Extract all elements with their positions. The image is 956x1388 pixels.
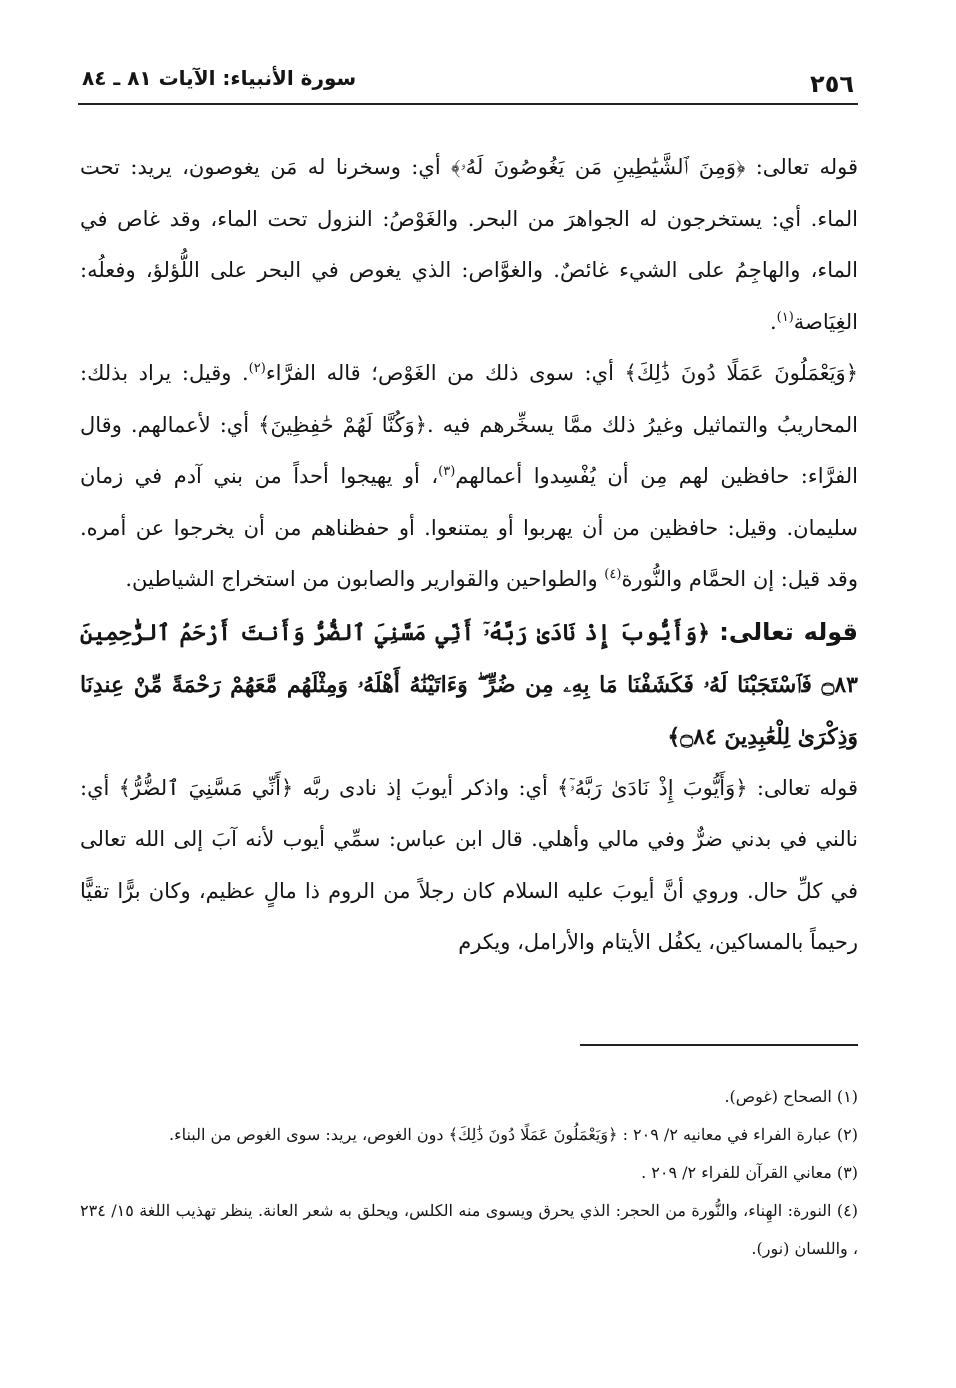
footnote-3: (٣) معاني القرآن للفراء ٢/ ٢٠٩ . <box>641 1163 858 1182</box>
paragraph-text: ، أو يهيجوا أحداً من بني آدم في زمان سليمان. وقيل: حافظين من أن يهربوا أو يمتنعوا. أو حفظناهم من أن يخرجوا عن أمره. وقد قيل: إن الحمَّام والنُّورة <box>80 464 858 591</box>
footnote-1: (١) الصحاح (غوص). <box>724 1087 858 1106</box>
running-title: سورة الأنبياء: الآيات ٨١ ـ ٨٤ <box>82 66 357 90</box>
paragraph-divers <box>80 142 858 348</box>
footnote-2: (٢) عبارة الفراء في معانيه ٢/ ٢٠٩ : ﴿وَيَعْمَلُونَ عَمَلًا دُونَ ذَٰلِكَ﴾ دون الغوص، يريد: سوى الغوص من البناء. <box>168 1125 858 1144</box>
footnote-ref: (٣) <box>438 464 456 479</box>
paragraph-text: ﴿وَيَعْمَلُونَ عَمَلًا دُونَ ذَٰلِكَ﴾ أي: سوى ذلك من الغَوْص؛ قاله الفرَّاء <box>265 361 859 385</box>
footnote-ref: (٢) <box>248 361 266 376</box>
footnote-ref: (١) <box>776 309 794 325</box>
main-text <box>80 142 858 969</box>
quran-verse-block <box>80 606 858 763</box>
footnote-ref: (٤) <box>604 567 622 582</box>
verse-text: ﴿وَأَيُّوبَ إِذْ نَادَىٰ رَبَّهُۥٓ أَنِّي مَسَّنِيَ ٱلضُّرُّ وَأَنتَ أَرْحَمُ ٱلرَّٰحِمِينَ ۝٨٣ فَٱسْتَجَبْنَا لَهُۥ فَكَشَفْنَا مَا بِهِۦ مِن ضُرٍّ ۖ وَءَاتَيْنَٰهُ أَهْلَهُۥ وَمِثْلَهُم مَّعَهُمْ رَحْمَةً مِّنْ عِندِنَا وَذِكْرَىٰ لِلْعَٰبِدِينَ ۝٨٤﴾ <box>80 619 858 750</box>
footnotes <box>80 1078 858 1268</box>
paragraph-ayyub <box>80 763 858 969</box>
paragraph-text: . <box>769 309 777 334</box>
paragraph-other-work <box>80 348 858 606</box>
paragraph-text: قوله تعالى: ﴿وَأَيُّوبَ إِذْ نَادَىٰ رَبَّهُۥٓ﴾ أي: واذكر أيوبَ إذ نادى ربَّه ﴿أَنِّي مَسَّنِيَ ٱلضُّرُّ﴾ أي: نالني في بدني ضرٌّ وفي مالي وأهلي. قال ابن عباس: سمِّي أيوب لأنه آبَ إلى الله تعالى في كلِّ حال. وروي أنَّ أيوبَ عليه السلام كان رجلاً من الروم ذا مالٍ عظيم، وكان برًّا تقيًّا رحيماً بالمساكين، يكفُل الأيتام والأرامل، ويكرم <box>80 775 858 954</box>
paragraph-text: قوله تعالى: ﴿وَمِنَ ٱلشَّيَٰطِينِ مَن يَغُوصُونَ لَهُۥ﴾ أي: وسخرنا له مَن يغوصون، يريد: تحت الماء. أي: يستخرجون له الجواهرَ من البحر. والغَوْصُ: النزول تحت الماء، وقد غاص في الماء، والهاجِمُ على الشيء غائصٌ. والغوَّاص: الذي يغوص في البحر على اللُّؤلؤ، وفعلُه: الغِيَاصة <box>80 155 858 334</box>
footnote-divider <box>580 1044 858 1046</box>
verse-lead: قوله تعالى: <box>719 617 859 646</box>
paragraph-text: . وقيل: يراد بذلك: المحاريبُ والتماثيل وغيرُ ذلك ممَّا يسخِّرهم فيه .﴿وَكُنَّا لَهُمْ حَٰفِظِينَ﴾ أي: لأعمالهم. وقال الفرَّاء: حافظين لهم مِن أن يُفْسِدوا أعمالهم <box>80 361 858 488</box>
header-divider <box>78 103 858 105</box>
page-number: ٢٥٦ <box>810 70 854 98</box>
footnote-4: (٤) النورة: الهِناء، والنُّورة من الحجر: الذي يحرق ويسوى منه الكلس، ويحلق به شعر العانة. ينظر تهذيب اللغة ١٥/ ٢٣٤ ، واللسان (نور). <box>80 1201 859 1258</box>
page-header <box>78 52 858 104</box>
paragraph-text: والطواحين والقوارير والصابون من استخراج الشياطين. <box>125 567 605 591</box>
